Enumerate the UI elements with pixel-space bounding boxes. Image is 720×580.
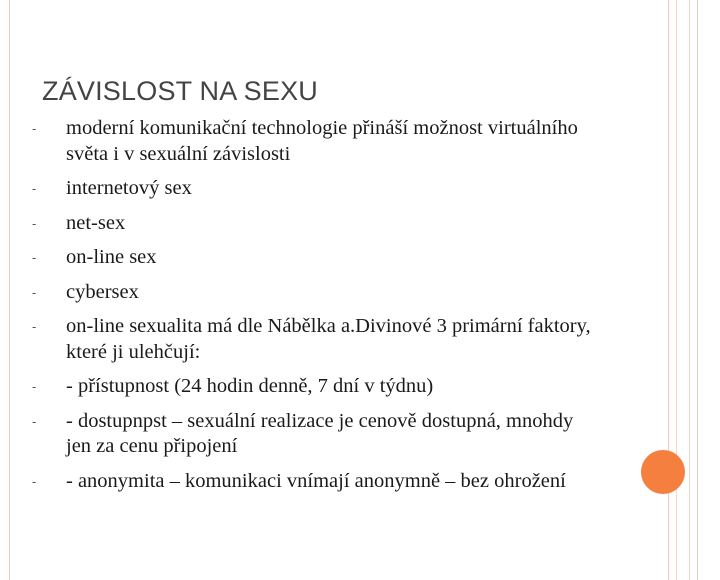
list-item [32,176,592,202]
list-item-text: moderní komunikační technologie přináší možnost virtuálního světa i v sexuální závislosti [66,117,578,165]
list-item-text: - dostupnpst – sexuální realizace je cenově dostupná, mnohdy jen za cenu připojení [66,409,574,457]
list-item-text: net-sex [66,211,126,234]
orange-circle-decoration [641,450,685,494]
list-item [32,314,592,365]
list-item-text: - přístupnost (24 hodin denně, 7 dní v týdnu) [66,375,434,397]
list-item-text: - anonymita – komunikaci vnímají anonymně – bez ohrožení [66,469,566,492]
right-frame-inner-band [676,0,690,580]
bullet-dash: - [32,215,37,231]
list-item [32,469,592,495]
list-item [32,374,592,400]
list-item [32,409,592,460]
list-item [32,211,592,237]
bullet-dash: - [32,284,37,300]
list-item [32,245,592,271]
list-item-text: on-line sexualita má dle Nábělka a.Divinové 3 primární faktory, které ji ulehčují: [66,315,591,363]
list-item [32,280,592,306]
bullet-list [32,116,592,503]
bullet-dash: - [32,250,37,265]
bullet-dash: - [32,413,37,429]
bullet-dash: - [32,121,37,136]
list-item-text: on-line sex [66,246,157,268]
bullet-dash: - [32,379,37,394]
left-frame-line [9,0,10,580]
list-item-text: cybersex [66,280,139,303]
bullet-dash: - [32,181,37,196]
list-item-text: internetový sex [66,177,192,199]
bullet-dash: - [32,319,37,334]
list-item [32,116,592,167]
bullet-dash: - [32,473,37,489]
slide-title: ZÁVISLOST NA SEXU [42,76,318,106]
